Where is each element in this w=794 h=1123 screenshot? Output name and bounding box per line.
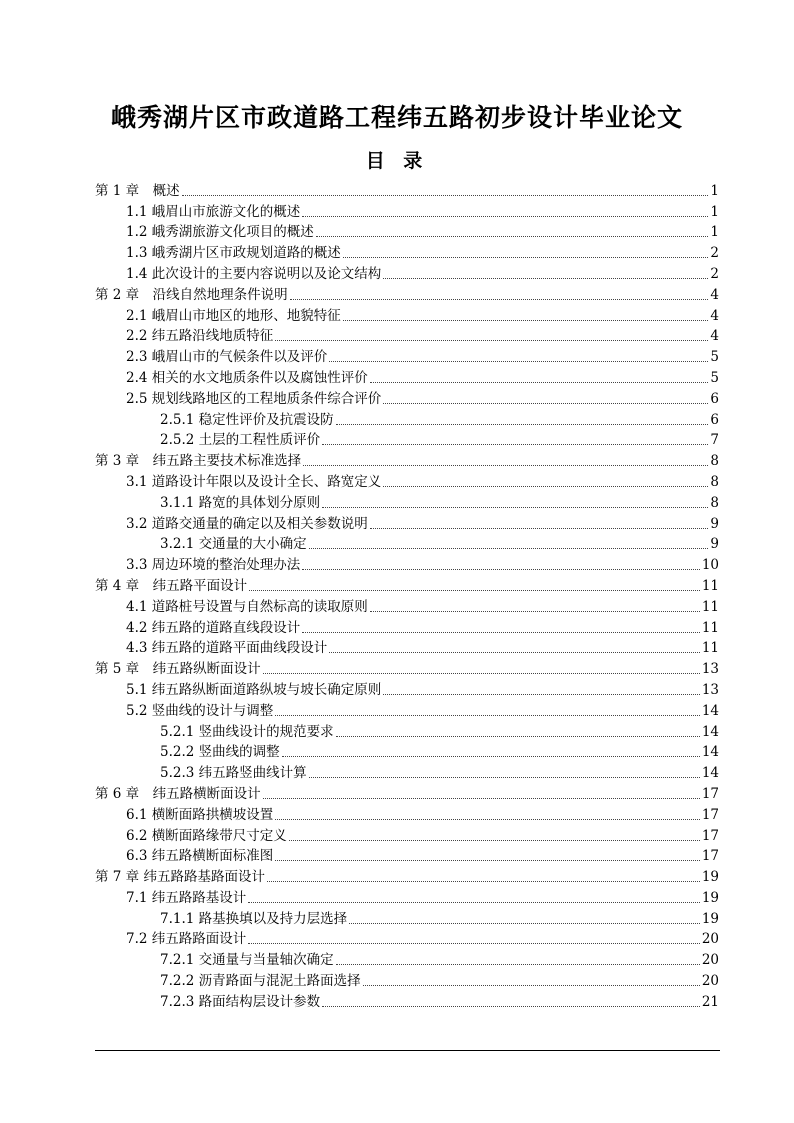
- toc-entry-title: 7.2.3 路面结构层设计参数: [160, 993, 321, 1010]
- toc-entry-page: 4: [710, 328, 719, 345]
- toc-entry-title: 7.1.1 路基换填以及持力层选择: [160, 910, 348, 927]
- toc-entry[interactable]: [95, 490, 719, 511]
- toc-entry-title: 7.2.2 沥青路面与混泥土路面选择: [160, 973, 361, 990]
- toc-entry[interactable]: [95, 365, 719, 386]
- toc-dot-leader: [263, 798, 700, 799]
- toc-entry-title: 5.2.3 纬五路竖曲线计算: [160, 765, 307, 782]
- toc-entry[interactable]: [95, 344, 719, 365]
- toc-entry-page: 4: [710, 286, 719, 303]
- toc-entry-page: 13: [701, 681, 719, 698]
- toc-entry[interactable]: [95, 469, 719, 490]
- toc-dot-leader: [370, 382, 709, 383]
- table-of-contents: [95, 178, 719, 1010]
- toc-entry[interactable]: [95, 615, 719, 636]
- toc-dot-leader: [182, 195, 709, 196]
- toc-entry[interactable]: [95, 386, 719, 407]
- toc-dot-leader: [322, 507, 708, 508]
- toc-entry[interactable]: [95, 240, 719, 261]
- toc-entry-title: 1.1 峨眉山市旅游文化的概述: [126, 203, 301, 220]
- toc-entry-page: 8: [710, 453, 719, 470]
- toc-entry[interactable]: [95, 989, 719, 1010]
- toc-entry-page: 11: [701, 619, 719, 636]
- toc-entry-page: 20: [701, 931, 719, 948]
- toc-dot-leader: [336, 964, 700, 965]
- toc-heading: 目 录: [365, 150, 429, 172]
- toc-entry[interactable]: [95, 178, 719, 199]
- toc-entry-page: 9: [710, 515, 719, 532]
- toc-entry[interactable]: [95, 282, 719, 303]
- toc-entry-page: 11: [701, 598, 719, 615]
- toc-dot-leader: [336, 424, 709, 425]
- toc-entry-page: 8: [710, 473, 719, 490]
- toc-dot-leader: [248, 902, 700, 903]
- toc-dot-leader: [303, 465, 708, 466]
- toc-entry-title: 3.1 道路设计年限以及设计全长、路宽定义: [126, 473, 382, 490]
- toc-entry-page: 5: [710, 349, 719, 366]
- toc-entry-page: 20: [701, 973, 719, 990]
- toc-entry-page: 6: [710, 390, 719, 407]
- toc-entry[interactable]: [95, 407, 719, 428]
- toc-entry-title: 5.2 竖曲线的设计与调整: [126, 702, 274, 719]
- toc-entry-page: 14: [701, 723, 719, 740]
- toc-entry-page: 5: [710, 369, 719, 386]
- toc-entry[interactable]: [95, 719, 719, 740]
- toc-entry-page: 19: [701, 869, 719, 886]
- toc-dot-leader: [383, 486, 708, 487]
- toc-dot-leader: [282, 756, 700, 757]
- toc-entry-page: 1: [710, 182, 719, 199]
- toc-dot-leader: [370, 528, 709, 529]
- toc-dot-leader: [289, 840, 700, 841]
- toc-entry-title: 第 1 章 概述: [95, 182, 180, 199]
- toc-dot-leader: [302, 569, 700, 570]
- toc-dot-leader: [316, 236, 709, 237]
- toc-dot-leader: [309, 548, 709, 549]
- toc-entry-title: 3.1.1 路宽的具体划分原则: [160, 494, 321, 511]
- toc-entry[interactable]: [95, 428, 719, 449]
- toc-dot-leader: [309, 777, 700, 778]
- toc-entry-title: 7.1 纬五路路基设计: [126, 889, 247, 906]
- toc-entry-title: 第 6 章 纬五路横断面设计: [95, 785, 261, 802]
- toc-dot-leader: [275, 715, 700, 716]
- toc-entry-page: 2: [710, 265, 719, 282]
- toc-dot-leader: [343, 257, 709, 258]
- toc-entry-page: 9: [710, 536, 719, 553]
- toc-entry[interactable]: [95, 511, 719, 532]
- toc-entry[interactable]: [95, 677, 719, 698]
- toc-entry-page: 8: [710, 494, 719, 511]
- toc-entry[interactable]: [95, 968, 719, 989]
- toc-dot-leader: [267, 881, 700, 882]
- toc-entry-title: 1.4 此次设计的主要内容说明以及论文结构: [126, 265, 382, 282]
- toc-dot-leader: [290, 299, 709, 300]
- toc-entry[interactable]: [95, 573, 719, 594]
- toc-entry[interactable]: [95, 885, 719, 906]
- toc-entry[interactable]: [95, 927, 719, 948]
- toc-entry-title: 4.2 纬五路的道路直线段设计: [126, 619, 301, 636]
- footer-divider: [95, 1050, 720, 1051]
- toc-entry-title: 2.1 峨眉山市地区的地形、地貌特征: [126, 307, 341, 324]
- toc-entry-title: 2.5.1 稳定性评价及抗震设防: [160, 411, 334, 428]
- toc-entry-title: 2.2 纬五路沿线地质特征: [126, 328, 274, 345]
- toc-entry[interactable]: [95, 740, 719, 761]
- toc-entry-page: 14: [701, 765, 719, 782]
- toc-entry-title: 4.3 纬五路的道路平面曲线段设计: [126, 640, 328, 657]
- toc-entry-page: 19: [701, 889, 719, 906]
- toc-entry-page: 1: [710, 224, 719, 241]
- toc-entry[interactable]: [95, 636, 719, 657]
- toc-entry-page: 19: [701, 910, 719, 927]
- toc-dot-leader: [302, 632, 700, 633]
- toc-entry-page: 14: [701, 744, 719, 761]
- toc-dot-leader: [322, 1006, 700, 1007]
- toc-entry[interactable]: [95, 656, 719, 677]
- toc-dot-leader: [275, 819, 700, 820]
- toc-entry-title: 7.2.1 交通量与当量轴次确定: [160, 952, 334, 969]
- toc-dot-leader: [363, 985, 700, 986]
- toc-entry-page: 1: [710, 203, 719, 220]
- toc-entry[interactable]: [95, 781, 719, 802]
- toc-entry-title: 6.1 横断面路拱横坡设置: [126, 806, 274, 823]
- toc-dot-leader: [249, 590, 700, 591]
- toc-entry-page: 6: [710, 411, 719, 428]
- toc-entry-title: 5.2.1 竖曲线设计的规范要求: [160, 723, 334, 740]
- document-title: 峨秀湖片区市政道路工程纬五路初步设计毕业论文: [110, 103, 683, 132]
- toc-dot-leader: [263, 673, 700, 674]
- toc-entry-page: 7: [710, 432, 719, 449]
- toc-entry-title: 第 4 章 纬五路平面设计: [95, 577, 248, 594]
- toc-entry[interactable]: [95, 823, 719, 844]
- toc-entry[interactable]: [95, 594, 719, 615]
- toc-dot-leader: [322, 444, 708, 445]
- toc-entry[interactable]: [95, 448, 719, 469]
- toc-entry[interactable]: [95, 532, 719, 553]
- toc-entry[interactable]: [95, 906, 719, 927]
- toc-entry-page: 4: [710, 307, 719, 324]
- toc-entry-title: 第 2 章 沿线自然地理条件说明: [95, 286, 288, 303]
- toc-entry-page: 17: [701, 806, 719, 823]
- toc-entry-title: 1.2 峨秀湖旅游文化项目的概述: [126, 224, 314, 241]
- toc-entry-title: 4.1 道路桩号设置与自然标高的读取原则: [126, 598, 368, 615]
- toc-entry-title: 7.2 纬五路路面设计: [126, 931, 247, 948]
- toc-entry-page: 11: [701, 640, 719, 657]
- toc-dot-leader: [370, 611, 700, 612]
- toc-entry[interactable]: [95, 303, 719, 324]
- toc-entry-title: 3.3 周边环境的整治处理办法: [126, 557, 301, 574]
- toc-dot-leader: [383, 403, 708, 404]
- toc-dot-leader: [248, 943, 700, 944]
- toc-entry-title: 6.3 纬五路横断面标准图: [126, 848, 274, 865]
- toc-entry[interactable]: [95, 698, 719, 719]
- toc-entry[interactable]: [95, 802, 719, 823]
- toc-dot-leader: [329, 652, 700, 653]
- toc-dot-leader: [329, 361, 708, 362]
- toc-entry-page: 20: [701, 952, 719, 969]
- toc-entry[interactable]: [95, 864, 719, 885]
- toc-entry-title: 第 3 章 纬五路主要技术标准选择: [95, 453, 302, 470]
- toc-entry-title: 1.3 峨秀湖片区市政规划道路的概述: [126, 245, 341, 262]
- toc-dot-leader: [275, 860, 700, 861]
- toc-dot-leader: [383, 278, 708, 279]
- toc-entry-title: 2.4 相关的水文地质条件以及腐蚀性评价: [126, 369, 368, 386]
- toc-entry-page: 17: [701, 785, 719, 802]
- toc-entry-title: 2.5.2 土层的工程性质评价: [160, 432, 321, 449]
- toc-entry-page: 13: [701, 661, 719, 678]
- toc-entry-title: 6.2 横断面路缘带尺寸定义: [126, 827, 287, 844]
- toc-dot-leader: [343, 320, 709, 321]
- toc-entry[interactable]: [95, 947, 719, 968]
- toc-entry-title: 2.5 规划线路地区的工程地质条件综合评价: [126, 390, 382, 407]
- toc-entry-title: 3.2.1 交通量的大小确定: [160, 536, 307, 553]
- toc-dot-leader: [383, 694, 700, 695]
- toc-entry[interactable]: [95, 261, 719, 282]
- toc-entry[interactable]: [95, 844, 719, 865]
- toc-entry-page: 11: [701, 577, 719, 594]
- toc-entry-page: 14: [701, 702, 719, 719]
- toc-entry-title: 第 5 章 纬五路纵断面设计: [95, 661, 261, 678]
- toc-entry-title: 5.1 纬五路纵断面道路纵坡与坡长确定原则: [126, 681, 382, 698]
- toc-dot-leader: [349, 923, 700, 924]
- toc-entry-page: 2: [710, 245, 719, 262]
- toc-entry-page: 17: [701, 827, 719, 844]
- toc-entry[interactable]: [95, 760, 719, 781]
- toc-dot-leader: [302, 216, 708, 217]
- toc-dot-leader: [336, 736, 700, 737]
- toc-entry-title: 5.2.2 竖曲线的调整: [160, 744, 280, 761]
- toc-dot-leader: [275, 340, 708, 341]
- toc-entry-title: 第 7 章 纬五路路基路面设计: [95, 869, 265, 886]
- toc-entry[interactable]: [95, 199, 719, 220]
- toc-entry[interactable]: [95, 552, 719, 573]
- toc-entry-page: 17: [701, 848, 719, 865]
- toc-entry-page: 21: [701, 993, 719, 1010]
- toc-entry-page: 10: [701, 557, 719, 574]
- toc-entry-title: 3.2 道路交通量的确定以及相关参数说明: [126, 515, 368, 532]
- toc-entry[interactable]: [95, 220, 719, 241]
- toc-entry[interactable]: [95, 324, 719, 345]
- toc-entry-title: 2.3 峨眉山市的气候条件以及评价: [126, 349, 328, 366]
